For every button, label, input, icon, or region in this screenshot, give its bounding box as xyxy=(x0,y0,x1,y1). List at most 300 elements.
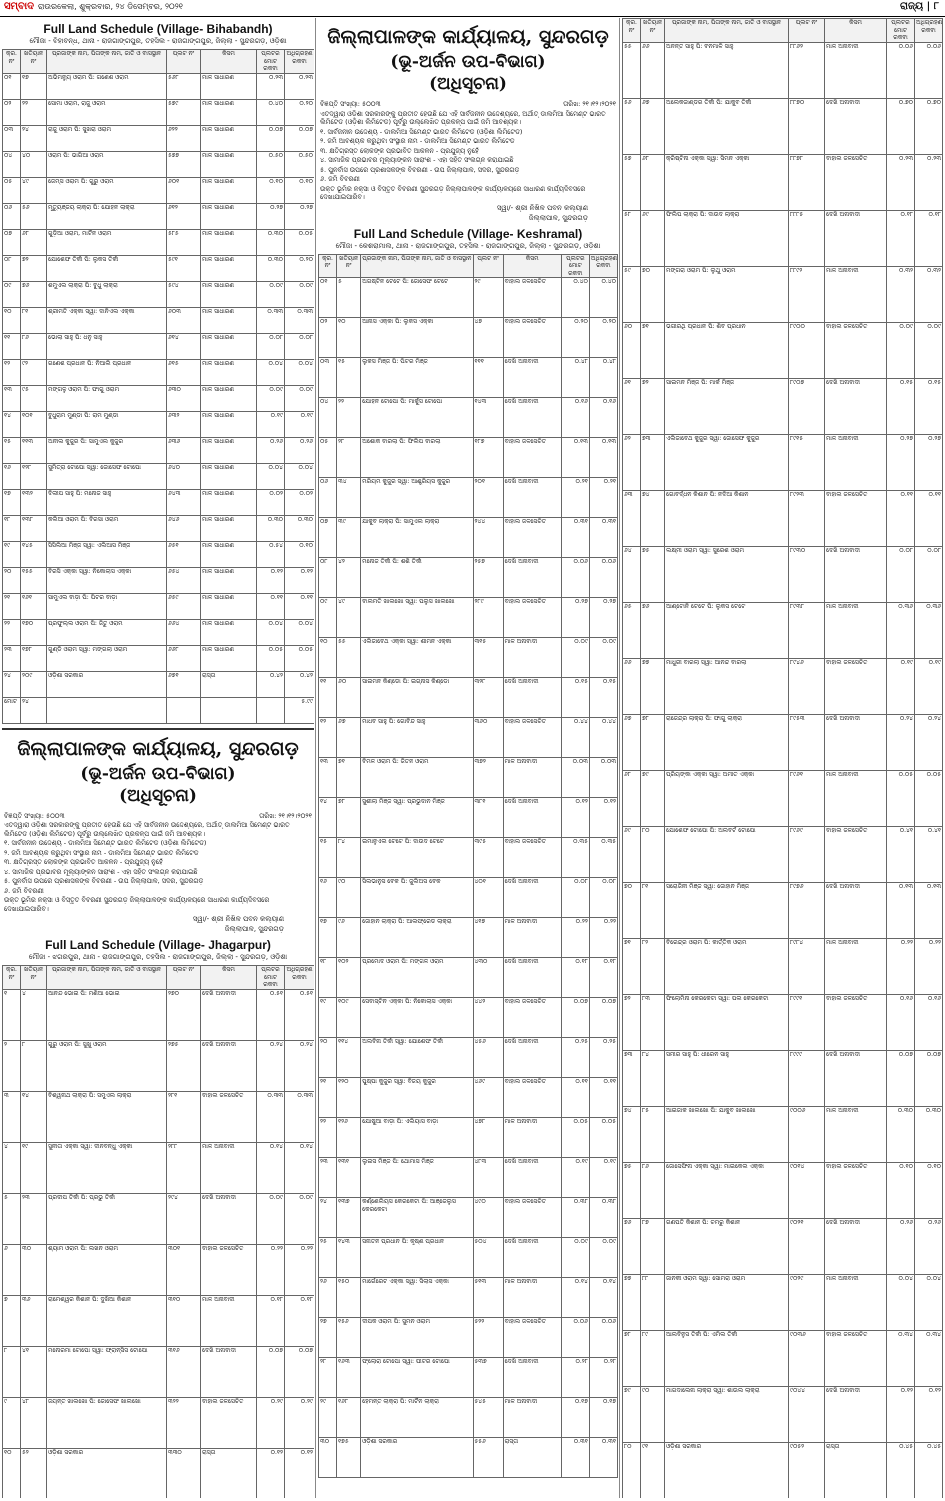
table-cell: ୨୪ xyxy=(319,1198,337,1238)
table-cell: ଦେଖି ଅନାବାଦୀ xyxy=(825,546,887,602)
body-para: ୪. ସାମାଜିକ ପ୍ରଭାବର ମୂଲ୍ୟାଙ୍କନ ସାରାଂଶ - ଏହା ସହିତ ସଂଲଗ୍ନ କରାଯାଇଛି xyxy=(320,156,514,164)
table-cell: ୦.୩୧ xyxy=(589,518,617,558)
table-cell: ବାହାଲ ଜଳସେଚିତ xyxy=(503,318,561,358)
table-row xyxy=(3,1244,315,1295)
table-cell: ୦.୦୪ xyxy=(285,463,315,489)
table-row xyxy=(319,1438,618,1478)
body-para: ୫. ପୁନର୍ବାସ ଉପରେ ପ୍ରଶାସକଙ୍କ ବିବରଣୀ - ଉପ ଜିଲ୍ଲାପାଳ, ସଦର, ସୁନ୍ଦରଗଡ଼ xyxy=(320,165,520,174)
table-cell: ମଙ୍ଗଳୁ ଓରାମ ପି: ଫାଗୁ ଓରାମ xyxy=(47,385,167,411)
table-cell: ୦.୨୨ xyxy=(915,938,943,994)
table-cell: ୨୪୪ xyxy=(473,518,503,558)
body-para: ୬. ଜମି ବିବରଣୀ xyxy=(320,175,360,183)
column-header: ପ୍ଲଟର ମୋଟ ରକବା xyxy=(887,19,915,43)
table-cell: ୬୮ xyxy=(623,770,641,826)
table-cell: ରାଜୁ ଓରାମ ପି: ସୁଖରା ଓରାମ xyxy=(47,125,167,151)
table-cell: ୦.୨୬ xyxy=(887,1218,915,1274)
table-cell: ୬୮ xyxy=(641,154,665,210)
table-cell: ବାହାଲ ଜଳସେଚିତ xyxy=(503,278,561,318)
table-row xyxy=(3,99,315,125)
table-cell: ୦.୪୪ xyxy=(561,718,589,758)
table-cell: ୦.୨୦ xyxy=(285,255,315,281)
column-header: କ୍ର. ନଂ xyxy=(319,254,337,278)
table-row xyxy=(319,1278,618,1318)
table-cell: ୦.୨୪ xyxy=(915,714,943,770)
table-cell: ୦.୧୨ xyxy=(285,567,315,593)
table-cell: ୦.୦୫ xyxy=(257,645,285,671)
table-cell: ୦.୦୮ xyxy=(915,546,943,602)
table-cell: ମାଳ ସାଧାରଣ xyxy=(201,437,257,463)
table-cell: ମାଳ ଅନାବାଦୀ xyxy=(825,602,887,658)
designation: ଜିଲ୍ଲାପାଳ, ସୁନ୍ଦରଗଡ଼ xyxy=(528,213,588,222)
table-cell: ସୁଶୀଲା ମିଞ୍ଜ ସ୍ୱା: ପ୍ରଭୁଦାନ ମିଞ୍ଜ xyxy=(361,798,473,838)
table-cell: ୦୪ xyxy=(319,398,337,438)
table-cell: ୫୮ xyxy=(623,210,641,266)
table-cell: ସାମୁଏଲ ବାଡ଼ା ପି: ପିଟର ବାଡ଼ା xyxy=(47,593,167,619)
column-header: ଅଧିଗ୍ରହଣ ରକବା xyxy=(285,966,315,990)
column-header: ଖତିୟାନ ନଂ xyxy=(21,966,47,990)
table-cell: ୮ xyxy=(3,1346,21,1397)
table-cell: ୧୩୨ xyxy=(21,489,47,515)
table-cell: ଦେଖି ଅନାବାଦୀ xyxy=(503,958,561,998)
column-rule xyxy=(315,18,316,1498)
table-cell: ୦.୨୭ xyxy=(285,203,315,229)
table-cell: ୮୮ xyxy=(641,1274,665,1330)
table-row xyxy=(623,98,943,154)
table-cell: ବାହାଲ ଜଳସେଚିତ xyxy=(503,438,561,478)
table-cell: ଇମାନୁଏଲ ଟେଟେ ପି: ଦାଉଦ ଟେଟେ xyxy=(361,838,473,878)
notice-date: ତାରିଖ: ୨୧।୧୨।୨୦୨୧ xyxy=(563,100,616,108)
table-cell: ୨୦ xyxy=(319,1038,337,1078)
table-cell: ୦.୦୮ xyxy=(257,333,285,359)
table-cell: ୦.୨୦ xyxy=(285,99,315,125)
table-cell: ସିସିଲିଆ ମିଞ୍ଜ ସ୍ୱା: ଏଲିଆସ ମିଞ୍ଜ xyxy=(47,541,167,567)
table-cell: ୪୯ xyxy=(337,598,361,638)
table-cell: ୦.୦୫ xyxy=(589,1118,617,1158)
table-cell: ୦.୦୯ xyxy=(285,1193,315,1244)
table-cell: ୨୫୭ xyxy=(473,558,503,598)
table-cell: ୨୮ xyxy=(337,438,361,478)
table-cell: ୨୧ xyxy=(319,1078,337,1118)
table-cell: ୨୪ xyxy=(21,125,47,151)
column-header: କ୍ର. ନଂ xyxy=(623,19,641,43)
table-row xyxy=(623,1162,943,1218)
table-cell: ୦.୨୭ xyxy=(257,203,285,229)
table-row xyxy=(623,658,943,714)
table-cell: ୯ xyxy=(3,1397,21,1448)
table-cell: ୦.୦୫ xyxy=(915,770,943,826)
table-row xyxy=(623,42,943,98)
table-cell: ୬୫୯ xyxy=(167,593,201,619)
table-cell: ୦୧ xyxy=(319,278,337,318)
table-cell: ୭୯ xyxy=(641,770,665,826)
table-cell: ୬୯ xyxy=(641,210,665,266)
table-cell: ଦେଖି ଅନାବାଦୀ xyxy=(503,358,561,398)
table-cell: ୦.୨୩ xyxy=(915,154,943,210)
table-cell: ୨୨ xyxy=(319,1118,337,1158)
table-cell: ୬୬୮ xyxy=(167,645,201,671)
table-cell: ୮୮୮୫ xyxy=(789,210,825,266)
table-cell: ୦.୦୯ xyxy=(285,281,315,307)
table-cell: ୦.୧୨ xyxy=(887,1386,915,1442)
land-table-jhagarpur xyxy=(2,965,314,1498)
table-cell: ୦.୭୦ xyxy=(915,98,943,154)
table-row xyxy=(319,278,618,318)
column-header: ଖତିୟାନ ନଂ xyxy=(641,19,665,43)
table-cell: ବାହାଲ ଜଳସେଚିତ xyxy=(201,1397,257,1448)
table-cell: ୦.୦୯ xyxy=(887,322,915,378)
table-cell: ୦.୩୧ xyxy=(561,1438,589,1478)
table-cell: ମାଳ ଅନାବାଦୀ xyxy=(503,758,561,798)
table-cell: ଲକ୍ଷ୍ମୀ ଓରାମ ସ୍ୱା: ସୁରେଶ ଓରାମ xyxy=(665,546,789,602)
table-cell: ୫୫ xyxy=(623,42,641,98)
table-cell: ପ୍ରିୟଙ୍କା ଏକ୍କା ସ୍ୱା: ଅମୀତ ଏକ୍କା xyxy=(665,770,789,826)
table-cell: ୮୦ xyxy=(641,826,665,882)
table-cell xyxy=(47,697,167,723)
schedule-title-bihabandh: Full Land Schedule (Village- Bihabandh) xyxy=(43,22,273,36)
table-row xyxy=(623,826,943,882)
table-cell: ୦.୨୭ xyxy=(915,434,943,490)
table-row xyxy=(3,229,315,255)
table-row xyxy=(3,203,315,229)
table-cell: ୦.୨୪ xyxy=(887,714,915,770)
table-cell: ୪୯ xyxy=(21,177,47,203)
table-cell: ଗୁଣ୍ଡି ଓରାମ ସ୍ୱା: ମଙ୍ଗଲା ଓରାମ xyxy=(47,645,167,671)
table-cell: ମାଳ ସାଧାରଣ xyxy=(201,151,257,177)
table-cell: ୨୮୧ xyxy=(167,1091,201,1142)
table-cell: ବାହାଲ ଜଳସେଚିତ xyxy=(503,598,561,638)
table-cell: ୦.୩୧ xyxy=(589,1438,617,1478)
table-cell: ୩୩୦ xyxy=(167,1448,201,1498)
column-header: କିସମ xyxy=(201,966,257,990)
table-row xyxy=(3,333,315,359)
table-cell: ୦.୨୩ xyxy=(887,154,915,210)
table-cell: ୪ xyxy=(3,1142,21,1193)
table-cell: ୦.୧୯ xyxy=(257,411,285,437)
table-row xyxy=(319,1358,618,1398)
table-cell xyxy=(201,697,257,723)
table-cell: ୦.୨୦ xyxy=(561,318,589,358)
table-cell: ୦.୩୨ xyxy=(915,266,943,322)
table-cell: ୧୦୨ xyxy=(337,958,361,998)
table-cell: ୭୪ xyxy=(623,1106,641,1162)
schedule-subtitle: ମୌଜା - ଝଗରପୁର, ଥାନା - ରାଜଗାଙ୍ଗପୁର, ତହସିଲ - ରାଜଗାଙ୍ଗପୁର, ଜିଲ୍ଲା - ସୁନ୍ଦରଗଡ଼, ଓଡ଼ିଶା xyxy=(28,953,288,961)
table-cell: ଦେଖି ଅନାବାଦୀ xyxy=(503,558,561,598)
table-cell: ୦.୧୯ xyxy=(561,1158,589,1198)
table-cell: ମାଳ ସାଧାରଣ xyxy=(201,125,257,151)
table-cell: ୦.୧୧ xyxy=(915,490,943,546)
table-cell: ଅଶୋକ ବାରଲା ପି: ଫିଲିପ ବାରଲା xyxy=(361,438,473,478)
table-cell: ୩୦ xyxy=(21,1244,47,1295)
table-cell: ୧୪ xyxy=(21,1091,47,1142)
table-row xyxy=(623,490,943,546)
table-cell: ୦.୪୨ xyxy=(257,671,285,697)
table-cell: ମାଧୁରୀ ବାରଲା ସ୍ୱା: ଆନନ୍ଦ ବାରଲା xyxy=(665,658,789,714)
table-cell: ୦.୦୩ xyxy=(561,758,589,798)
table-row xyxy=(319,1078,618,1118)
body-para: ୨. ଜମି ଆବଶ୍ୟକ କରୁଥିବା ସଂସ୍ଥାର ନାମ - ଡାଲମିଆ ସିମେଣ୍ଟ ଭାରତ ଲିମିଟେଡ xyxy=(320,137,515,145)
table-row xyxy=(319,958,618,998)
table-row xyxy=(319,1398,618,1438)
table-cell: ୦୬ xyxy=(3,203,21,229)
table-cell: ଫିଲୋମିନା କେରକେଟା ସ୍ୱା: ପଲ କେରକେଟା xyxy=(665,994,789,1050)
table-cell: ଦେଖି ଅନାବାଦୀ xyxy=(503,1238,561,1278)
table-cell: ଗୁଡ଼ିଆ ଓରାମ, ମାର୍ଟିନ ଓରାମ xyxy=(47,229,167,255)
table-cell: ୦.୦୯ xyxy=(589,1238,617,1278)
table-cell: ୦.୧୩ xyxy=(915,882,943,938)
column-header: ପ୍ରଜାଙ୍କ ନାମ, ପିତାଙ୍କ ନାମ, ଜାତି ଓ ବାସସ୍ଥାନ xyxy=(361,254,473,278)
table-cell: ୦.୨୧ xyxy=(589,478,617,518)
table-cell: ୦.୨୨ xyxy=(887,938,915,994)
table-cell: ରାଜେନ୍ଦ୍ର ଲାକ୍ରା ପି: ଫାଗୁ ଲାକ୍ରା xyxy=(665,714,789,770)
table-cell: ସାଇମନ କିଣ୍ଡୋ ପି: ଇଗ୍ନାସ କିଣ୍ଡୋ xyxy=(361,678,473,718)
table-cell: ଦୀପକ ଓରାମ ପି: ସୁମନ ଓରାମ xyxy=(361,1318,473,1358)
table-cell: ୧୬ xyxy=(3,463,21,489)
table-cell: ୦.୦୫ xyxy=(887,770,915,826)
table-row xyxy=(623,1386,943,1442)
notice-office: ଜିଲ୍ଲାପାଳଙ୍କ କାର୍ଯ୍ୟାଳୟ, ସୁନ୍ଦରଗଡ଼ xyxy=(327,26,609,48)
table-cell: ୦.୧୮ xyxy=(561,958,589,998)
table-cell: ୦.୧୧ xyxy=(285,593,315,619)
table-cell: ୦.୨୭ xyxy=(589,598,617,638)
table-cell: ହେମନ୍ତ ଲାକ୍ରା ପି: ମାର୍ଟିନ ଲାକ୍ରା xyxy=(361,1398,473,1438)
table-cell: ୧୬୧ xyxy=(21,593,47,619)
table-cell: ୩୨୮ xyxy=(473,678,503,718)
divider xyxy=(2,728,314,730)
table-cell: ୧୫୦ xyxy=(337,1278,361,1318)
table-cell: ୪ xyxy=(21,989,47,1040)
table-cell: ୫୮୫ xyxy=(167,229,201,255)
table-cell: ରାସ୍ତା xyxy=(201,671,257,697)
table-cell: ୧୩୭ xyxy=(337,1198,361,1238)
table-cell: ୮୯ xyxy=(641,1330,665,1386)
table-cell: ୮୯୫୩ xyxy=(789,714,825,770)
table-cell: ୨୧ xyxy=(3,593,21,619)
table-cell: ୦.୦୭ xyxy=(561,998,589,1038)
table-cell: ୮୭ xyxy=(641,1218,665,1274)
table-row xyxy=(319,1038,618,1078)
table-cell: ବାହାଲ ଜଳସେଚିତ xyxy=(825,490,887,546)
table-row xyxy=(319,398,618,438)
table-cell: ୩୬ xyxy=(21,1295,47,1346)
table-cell: ସରୋଜିନୀ ମିଞ୍ଜ ସ୍ୱା: ଜୋହାନ ମିଞ୍ଜ xyxy=(665,882,789,938)
table-cell: ସୁନୀତା ଏକ୍କା ସ୍ୱା: ଦୀନବନ୍ଧୁ ଏକ୍କା xyxy=(47,1142,167,1193)
table-cell xyxy=(167,697,201,723)
table-cell: ୦.୦୫ xyxy=(561,1118,589,1158)
table-cell: ବିରସି ଏକ୍କା ସ୍ୱା: ନିକୋଲାସ ଏକ୍କା xyxy=(47,567,167,593)
table-cell: ୬୮ xyxy=(21,229,47,255)
table-cell: ୫୦୪ xyxy=(473,1238,503,1278)
table-cell: ୭୧ xyxy=(623,938,641,994)
table-row xyxy=(3,151,315,177)
designation: ଜିଲ୍ଲାପାଳ, ସୁନ୍ଦରଗଡ଼ xyxy=(224,925,284,933)
table-cell: ୬୪୬ xyxy=(167,515,201,541)
table-cell: ୫୬୮ xyxy=(167,73,201,99)
schedule-title-keshramal: Full Land Schedule (Village- Keshramal) xyxy=(353,226,583,241)
closing-para: ଉକ୍ତ ଭୂମିର ନକ୍ସା ଓ ବିସ୍ତୃତ ବିବରଣୀ ସୁନ୍ଦରଗଡ଼ ଜିଲ୍ଲାପାଳଙ୍କ କାର୍ଯ୍ୟାଳୟରେ ସାଧାରଣ କାର୍ଯ୍ୟଦିବସରେ ଦେଖାଯାଇପାରିବ। xyxy=(4,896,270,913)
table-row xyxy=(3,989,315,1040)
table-cell: ଲୁଇସ ମିଞ୍ଜ ପି: ଥୋମାସ ମିଞ୍ଜ xyxy=(361,1158,473,1198)
table-cell: ଶମୁଏଲ ଲାକ୍ରା ପି: ବୁଧୁ ଲାକ୍ରା xyxy=(47,281,167,307)
body-para: ୬. ଜମି ବିବରଣୀ xyxy=(4,886,44,895)
table-cell: ମାଳ ଅନାବାଦୀ xyxy=(825,434,887,490)
table-cell: ବାହାଲ ଜଳସେଚିତ xyxy=(825,826,887,882)
table-cell: ୮୮୯୨ xyxy=(789,266,825,322)
table-row xyxy=(319,1198,618,1238)
table-cell: ୦.୪୦ xyxy=(257,99,285,125)
table-cell: ଦେଖି ଅନାବାଦୀ xyxy=(503,878,561,918)
table-cell: ୧୮ xyxy=(3,515,21,541)
table-cell: ୧୭ xyxy=(3,489,21,515)
table-cell: ପ୍ରଫୁଲ୍ଲ ଓରାମ ପି: ଜିତୁ ଓରାମ xyxy=(47,619,167,645)
table-cell: ୧୯ xyxy=(319,998,337,1038)
table-cell: ମାଳ ଅନାବାଦୀ xyxy=(503,1278,561,1318)
table-cell: ବାହାଲ ଜଳସେଚିତ xyxy=(503,1198,561,1238)
table-cell: ୦.୧୧ xyxy=(589,1078,617,1118)
table-cell: ୦.୪୫ xyxy=(887,1442,915,1498)
table-cell: ୫୨୨ xyxy=(473,1318,503,1358)
table-cell: ବାହାଲ ଜଳସେଚିତ xyxy=(825,1330,887,1386)
table-cell: ୫୭୯ xyxy=(167,99,201,125)
table-cell: ବାହାଲ ଜଳସେଚିତ xyxy=(503,518,561,558)
table-cell: ୨୯୪ xyxy=(167,1193,201,1244)
table-cell: ମାଳ ସାଧାରଣ xyxy=(201,177,257,203)
table-cell: ୦.୧୮ xyxy=(915,210,943,266)
table-cell: ମାଳ ସାଧାରଣ xyxy=(201,229,257,255)
table-cell: ୯୧ xyxy=(641,1442,665,1498)
land-table-bihabandh xyxy=(2,49,314,724)
table-row xyxy=(3,567,315,593)
table-row xyxy=(623,322,943,378)
table-cell: ୨୯ xyxy=(319,1398,337,1438)
table-cell: ମାଳ ସାଧାରଣ xyxy=(201,567,257,593)
table-cell: ଫ୍ଲୋରା ଟୋପୋ ସ୍ୱା: ପୀଟର ଟୋପୋ xyxy=(361,1358,473,1398)
table-cell: ୧୦ xyxy=(3,1448,21,1498)
table-cell: ୦.୧୫ xyxy=(887,378,915,434)
table-cell: ଦେଖି ଅନାବାଦୀ xyxy=(825,378,887,434)
table-cell: ଦେଖି ଅନାବାଦୀ xyxy=(825,98,887,154)
table-cell: ୧୮୭ xyxy=(473,438,503,478)
table-cell: ୬୧୪ xyxy=(167,333,201,359)
table-cell: ୦.୩୮ xyxy=(561,1198,589,1238)
table-cell: ୦୭ xyxy=(319,518,337,558)
table-cell: ୭୭ xyxy=(641,658,665,714)
table-cell: ୧୯ xyxy=(3,541,21,567)
table-cell: ସିଲଭାନୁସ ବେକ ପି: ଜୁଲିଅସ ବେକ xyxy=(361,878,473,918)
table-row xyxy=(3,1397,315,1448)
table-cell: ୬୯ xyxy=(623,826,641,882)
table-cell: ୦.୧୩ xyxy=(561,438,589,478)
table-cell: ବିଶ୍ୱନାଥ ଲାକ୍ରା ପି: ସମୁଏଲ ଲାକ୍ରା xyxy=(47,1091,167,1142)
table-cell: ବାହାଲ ଜଳସେଚିତ xyxy=(503,1078,561,1118)
table-cell: ୦୯ xyxy=(319,598,337,638)
table-cell: ୫୯ xyxy=(623,266,641,322)
table-cell: ଜାନକୀ ଓରାମ ସ୍ୱା: ସୋମରା ଓରାମ xyxy=(665,1274,789,1330)
table-cell: ବାହାଲ ଜଳସେଚିତ xyxy=(825,994,887,1050)
table-cell: ଏଲିଜାବେଥ ଏକ୍କା ସ୍ୱା: ଶୀମନ ଏକ୍କା xyxy=(361,638,473,678)
table-cell: ଦେଖି ଅନାବାଦୀ xyxy=(201,1193,257,1244)
table-cell: ୧୨୮ xyxy=(21,463,47,489)
table-cell: ୦.୧୧ xyxy=(257,593,285,619)
table-cell: ୨୪ xyxy=(21,697,47,723)
table-cell: ୭୮ xyxy=(623,1330,641,1386)
table-cell: ମାଳ ଅନାବାଦୀ xyxy=(503,918,561,958)
table-cell: ୦.୦୩ xyxy=(589,758,617,798)
notice-ref-row xyxy=(4,812,312,821)
table-cell: ୦.୧୨ xyxy=(589,798,617,838)
table-cell: ୭୧ xyxy=(337,758,361,798)
table-cell: ୩୧୦ xyxy=(167,1295,201,1346)
table-cell: ମାଳ ଅନାବାଦୀ xyxy=(201,1142,257,1193)
table-cell: ୦.୧୯ xyxy=(589,1158,617,1198)
table-cell: ୦.୧୧ xyxy=(887,490,915,546)
table-cell: ୦.୫୪ xyxy=(257,541,285,567)
table-cell: ୨୩ xyxy=(319,1158,337,1198)
table-cell: ବାହାଲ ଜଳସେଚିତ xyxy=(825,154,887,210)
table-cell: ୦.୨୨ xyxy=(561,918,589,958)
table-cell: ୦.୦୮ xyxy=(561,878,589,918)
table-cell: ୬୪ xyxy=(623,546,641,602)
table-cell: ୦.୩୫ xyxy=(561,838,589,878)
table-row xyxy=(3,307,315,333)
table-cell: ଆନାସ ଏକ୍କା ପି: ଲୁକସ ଏକ୍କା xyxy=(361,318,473,358)
table-cell: ୦.୦୭ xyxy=(257,1346,285,1397)
table-row xyxy=(3,1091,315,1142)
table-cell: ୭୨ xyxy=(623,994,641,1050)
table-cell: ୧୧ xyxy=(319,678,337,718)
table-cell: ୮୯୭୬ xyxy=(789,882,825,938)
table-cell: ୨୦୧ xyxy=(473,478,503,518)
table-cell: ଜୟନ୍ତ ଖାଲଖୋ ପି: ଜୋସେଫ ଖାଲଖୋ xyxy=(47,1397,167,1448)
table-row xyxy=(319,918,618,958)
table-cell: ଯୋହନ ଟୋପୋ ପି: ମାର୍କୁସ ଟୋପୋ xyxy=(361,398,473,438)
table-cell: ୦.୧୪ xyxy=(561,1278,589,1318)
table-cell: ୦.୦୭ xyxy=(887,1050,915,1106)
table-cell: ୫୧୩ xyxy=(473,1278,503,1318)
table-cell: ବାହାଲ ଜଳସେଚିତ xyxy=(825,322,887,378)
table-cell: ୬ xyxy=(3,1244,21,1295)
table-cell: ୯୬ xyxy=(337,918,361,958)
table-cell: ୧୧୧ xyxy=(473,358,503,398)
table-cell: ୭୮ xyxy=(337,798,361,838)
table-row xyxy=(319,798,618,838)
table-cell: ମାଳ ଅନାବାଦୀ xyxy=(825,266,887,322)
table-cell: ଲୁକସ ମିଞ୍ଜ ପି: ପିଟର ମିଞ୍ଜ xyxy=(361,358,473,398)
table-cell: ୦.୦୯ xyxy=(561,638,589,678)
table-cell: ୦.୧୦ xyxy=(257,177,285,203)
column-header: ପ୍ଲଟର ମୋଟ ରକବା xyxy=(257,966,285,990)
table-cell: ବାହାଲ ଜଳସେଚିତ xyxy=(201,1244,257,1295)
table-cell: ୦.୨୬ xyxy=(285,437,315,463)
table-cell: ରାସ୍ତା xyxy=(825,1442,887,1498)
table-cell: ମାଳ ସାଧାରଣ xyxy=(201,255,257,281)
notice-title: (ଅଧିସୂଚନା) xyxy=(119,785,197,806)
table-cell: ୦.୧୮ xyxy=(887,210,915,266)
table-cell: ୦.୩୦ xyxy=(257,515,285,541)
table-cell: ୧ xyxy=(3,989,21,1040)
table-cell: ୧୧୪ xyxy=(337,1038,361,1078)
table-cell: ୧୫ xyxy=(337,358,361,398)
table-cell: ୧୬୮ xyxy=(337,1398,361,1438)
table-cell: ୬୫୪ xyxy=(167,567,201,593)
table-cell: ମାଳ ସାଧାରଣ xyxy=(201,645,257,671)
table-cell: ୦.୦୯ xyxy=(561,1238,589,1278)
table-cell: ୦.୧୯ xyxy=(915,658,943,714)
table-cell: ୮୬ xyxy=(641,1162,665,1218)
body-para: ୩. କ୍ଷତିଗ୍ରସ୍ତ ଲୋକଙ୍କ ପ୍ରଭାବିତ ଆକଳନ - ପ୍ରଯୁଜ୍ୟ ନୁହେଁ xyxy=(320,146,479,155)
table-cell: ମାଗଦାଲେନା ଲାକ୍ରା ସ୍ୱା: ଶାଉଲ ଲାକ୍ରା xyxy=(665,1386,789,1442)
table-cell: ୧୦ xyxy=(337,318,361,358)
table-cell: ୧୭୫ xyxy=(337,1438,361,1478)
